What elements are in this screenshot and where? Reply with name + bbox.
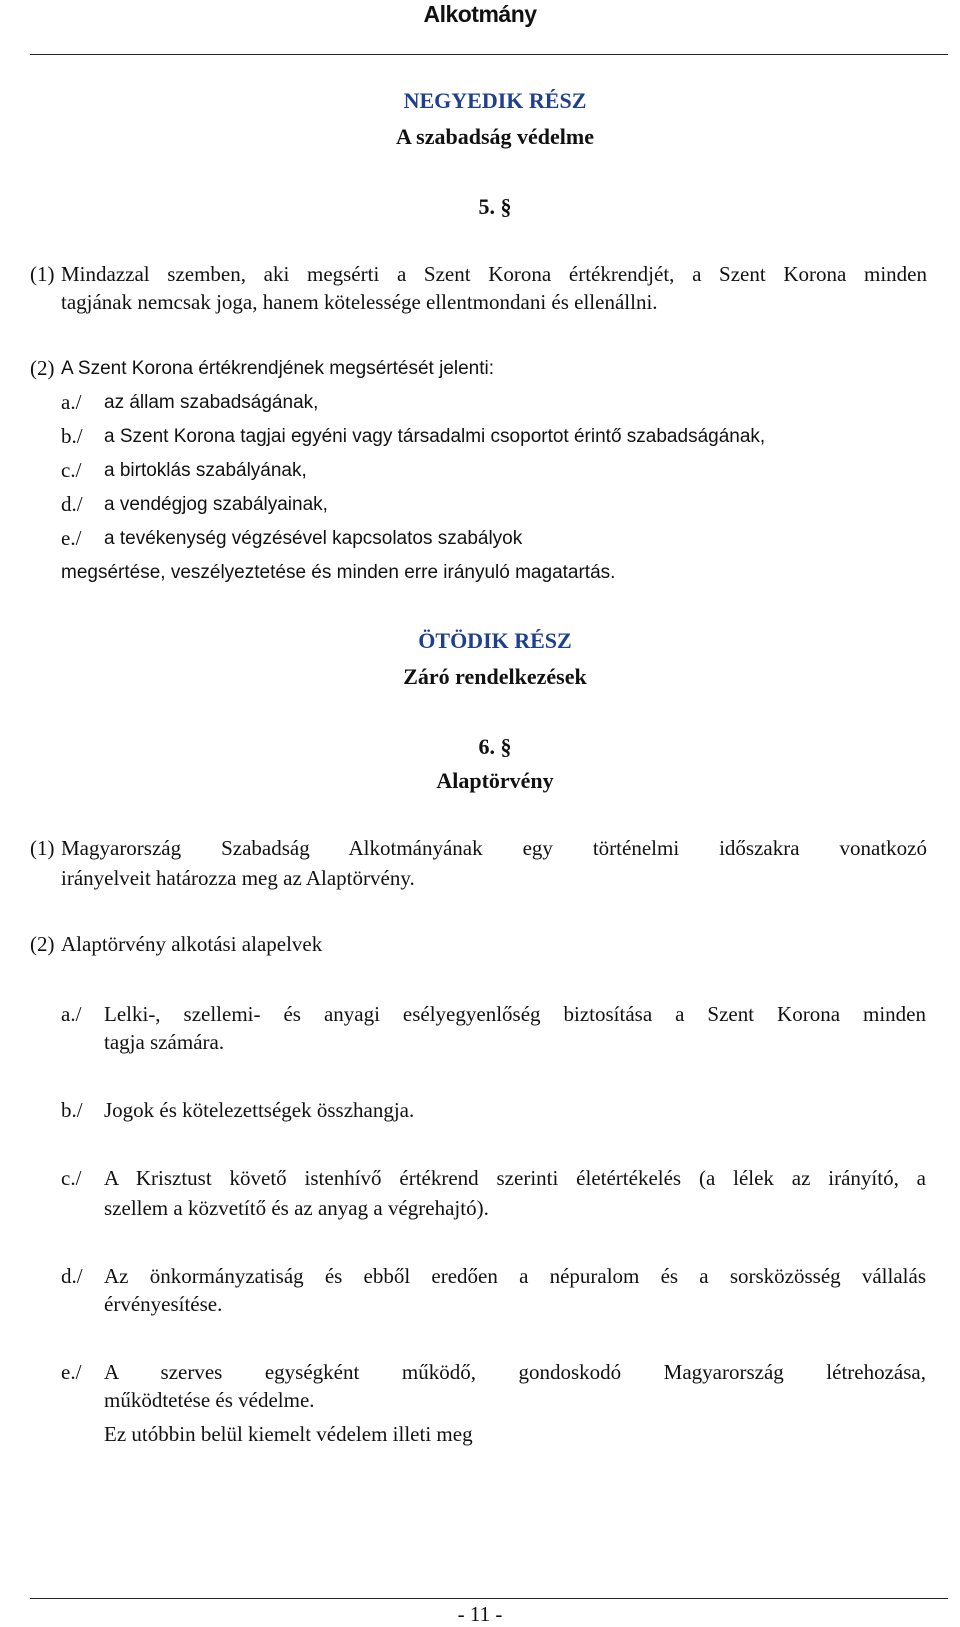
paragraph-intro: A Szent Korona értékrendjének megsértését jelenti: xyxy=(61,358,495,379)
list-item-text: A szerves egységként működő, gondoskodó Magyarország létrehozása, xyxy=(104,1360,926,1384)
part-4-title: NEGYEDIK RÉSZ xyxy=(403,88,587,113)
list-item-text: Az önkormányzatiság és ebből eredően a népuralom és a sorsközösség vállalás xyxy=(104,1264,926,1288)
part-5-title: ÖTÖDIK RÉSZ xyxy=(418,628,572,653)
paragraph-text: Mindazzal szemben, aki megsérti a Szent Korona értékrendjét, a Szent Korona minden xyxy=(61,262,927,286)
part-4-subtitle: A szabadság védelme xyxy=(396,124,594,149)
list-item-label: a./ xyxy=(61,1002,82,1026)
paragraph-number: (1) xyxy=(30,836,55,860)
paragraph-text: Magyarország Szabadság Alkotmányának egy történelmi időszakra vonatkozó xyxy=(61,836,927,860)
list-item-text: tagja számára. xyxy=(104,1030,225,1054)
list-item-text: működtetése és védelme. xyxy=(104,1388,315,1412)
list-item-text: az állam szabadságának, xyxy=(104,392,319,413)
list-item-text: a Szent Korona tagjai egyéni vagy társadalmi csoportot érintő szabadságának, xyxy=(104,426,766,447)
list-item-text: Ez utóbbin belül kiemelt védelem illeti meg xyxy=(104,1422,473,1446)
document-header-title: Alkotmány xyxy=(423,1,537,27)
paragraph-text: irányelveit határozza meg az Alaptörvény. xyxy=(61,866,415,890)
paragraph-number: (2) xyxy=(30,356,55,380)
list-item-label: d./ xyxy=(61,492,83,516)
list-item-text: A Krisztust követő istenhívő értékrend szerinti életértékelés (a lélek az irányító, a xyxy=(104,1166,926,1190)
list-item-text: szellem a közvetítő és az anyag a végrehajtó). xyxy=(104,1196,489,1220)
list-item-text: a birtoklás szabályának, xyxy=(104,460,307,481)
paragraph-number: (2) xyxy=(30,932,55,956)
list-item-label: e./ xyxy=(61,526,82,550)
section-5-heading: 5. § xyxy=(478,194,512,219)
list-item-label: d./ xyxy=(61,1264,83,1288)
list-item-text: a vendégjog szabályainak, xyxy=(104,494,328,515)
part-5-subtitle: Záró rendelkezések xyxy=(403,664,587,689)
header-divider xyxy=(30,54,948,55)
section-6-title: Alaptörvény xyxy=(436,768,554,793)
list-item-label: c./ xyxy=(61,1166,82,1190)
footer-divider xyxy=(30,1598,948,1599)
list-item-text: a tevékenység végzésével kapcsolatos szabályok xyxy=(104,528,523,549)
list-item-label: e./ xyxy=(61,1360,82,1384)
paragraph-intro: Alaptörvény alkotási alapelvek xyxy=(61,932,323,956)
list-item-text: Lelki-, szellemi- és anyagi esélyegyenlőség biztosítása a Szent Korona minden xyxy=(104,1002,926,1026)
list-item-text: Jogok és kötelezettségek összhangja. xyxy=(104,1098,415,1122)
section-6-heading: 6. § xyxy=(478,734,512,759)
list-item-label: b./ xyxy=(61,424,83,448)
list-item-label: c./ xyxy=(61,458,82,482)
page-number: - 11 - xyxy=(457,1602,503,1626)
paragraph-text: tagjának nemcsak joga, hanem kötelessége ellentmondani és ellenállni. xyxy=(61,290,658,314)
paragraph-closing: megsértése, veszélyeztetése és minden erre irányuló magatartás. xyxy=(61,562,616,583)
list-item-label: a./ xyxy=(61,390,82,414)
list-item-label: b./ xyxy=(61,1098,83,1122)
paragraph-number: (1) xyxy=(30,262,55,286)
list-item-text: érvényesítése. xyxy=(104,1292,223,1316)
